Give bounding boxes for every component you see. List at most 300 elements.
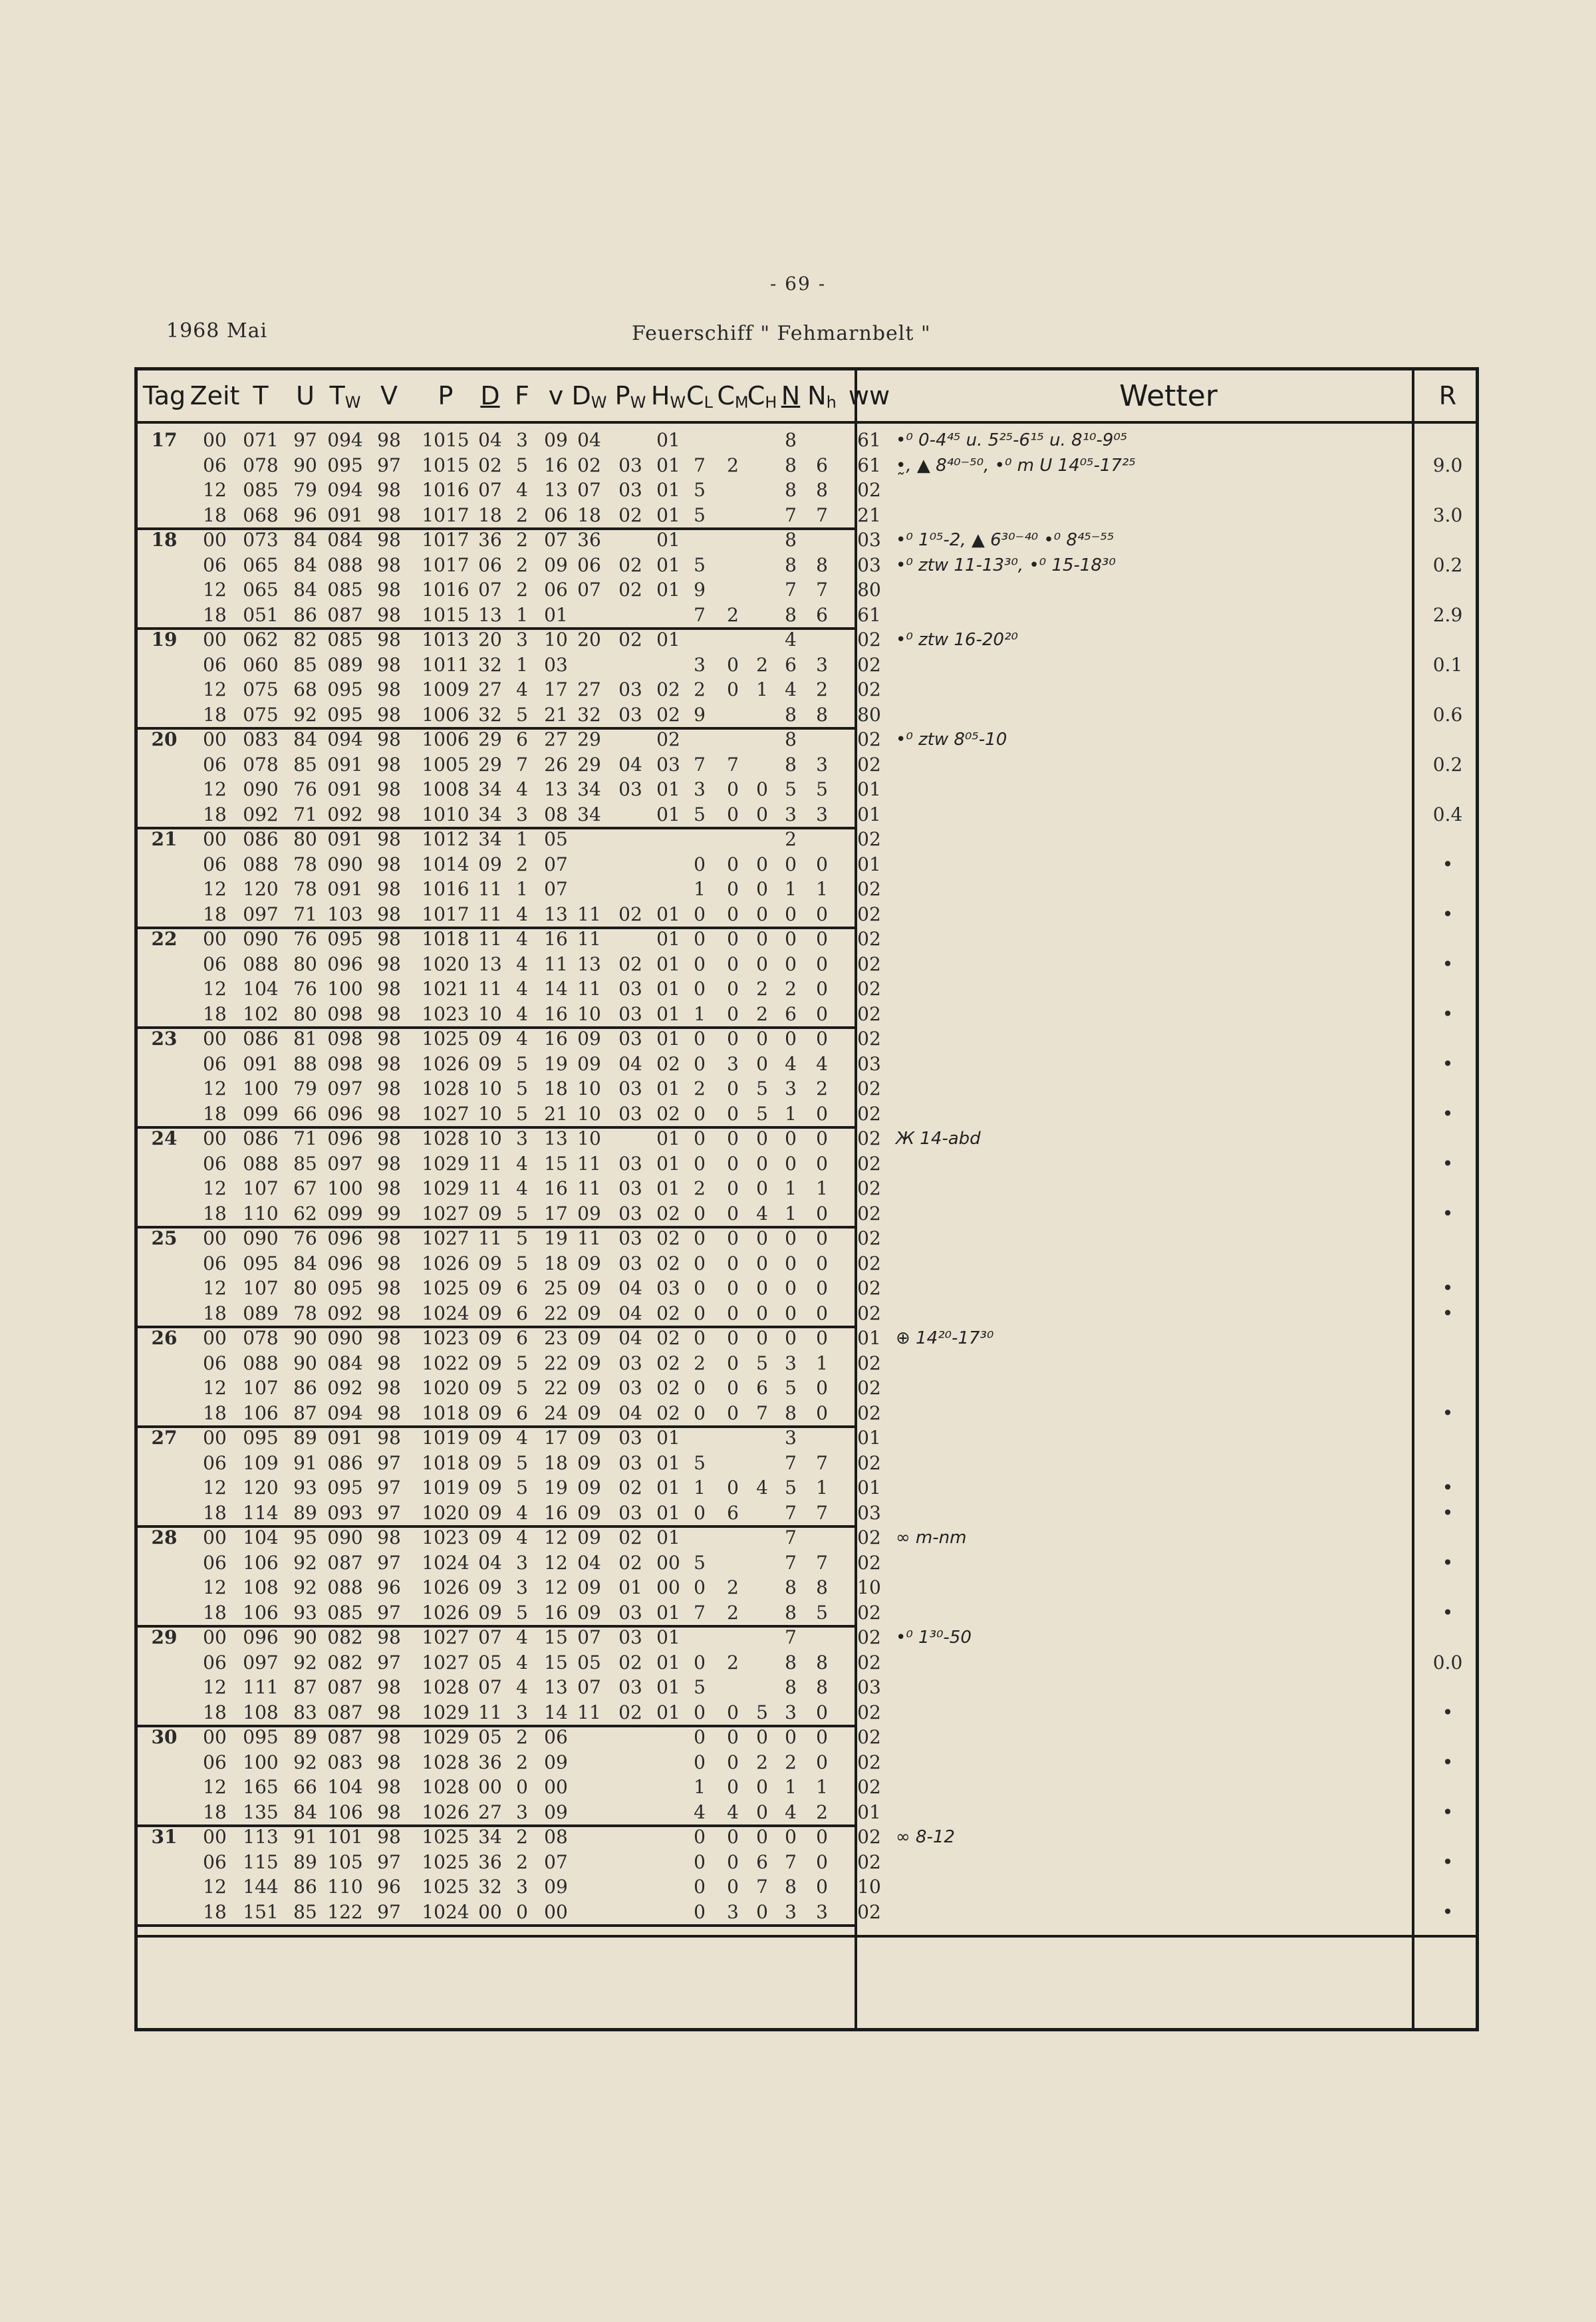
cell-f: 2 [516,504,528,526]
cell-p: 1017 [422,529,469,551]
cell-d: 00 [478,1776,502,1798]
cell-f: 0 [516,1776,528,1798]
cell-p: 1017 [422,903,469,925]
cell-v: 05 [544,828,568,850]
table-row [138,1301,982,1326]
cell-cl: 0 [694,853,706,875]
table-row [138,702,982,728]
cell-tw: 122 [327,1900,363,1923]
cell-v: 97 [377,1451,401,1474]
cell-n: 8 [785,1651,797,1673]
cell-zeit: 06 [203,853,227,875]
cell-v: 13 [544,1676,568,1698]
cell-nh: 1 [816,1352,828,1374]
day-cell: 28 [151,1526,178,1548]
cell-f: 3 [516,1701,528,1723]
cell-zeit: 12 [203,778,227,800]
cell-d: 05 [478,1651,502,1673]
cell-n: 8 [785,429,797,451]
cell-zeit: 12 [203,479,227,501]
cell-p: 1019 [422,1477,469,1499]
cell-cl: 7 [694,753,706,776]
cell-tw: 087 [327,603,363,626]
cell-nh: 5 [816,778,828,800]
cell-dw: 11 [577,903,601,925]
cell-f: 4 [516,778,528,800]
cell-cm: 0 [727,1327,739,1349]
cell-cl: 3 [694,653,706,676]
cell-v: 98 [377,553,401,576]
cell-zeit: 18 [203,1202,227,1225]
cell-nh: 2 [816,1801,828,1823]
cell-n: 7 [785,1501,797,1524]
cell-ww: 02 [857,1377,881,1399]
cell-n: 4 [785,678,797,700]
cell-pw: 01 [618,1576,642,1598]
cell-cl: 7 [694,603,706,626]
cell-p: 1017 [422,504,469,526]
cell-ch: 0 [756,1900,768,1923]
header-cl: C L [686,381,713,412]
table-row [138,527,982,553]
cell-hw: 01 [656,903,680,925]
cell-ww: 10 [857,1876,881,1898]
cell-p: 1029 [422,1177,469,1199]
cell-t: 051 [243,603,279,626]
cell-t: 095 [243,1726,279,1748]
cell-u: 92 [293,1551,317,1574]
cell-t: 060 [243,653,279,676]
cell-tw: 090 [327,853,363,875]
cell-v: 06 [544,579,568,601]
cell-u: 84 [293,728,317,750]
cell-nh: 1 [816,1776,828,1798]
cell-v: 98 [377,1102,401,1125]
weather-note: •⁰ 1⁰⁵-2, ▲ 6³⁰⁻⁴⁰ •⁰ 8⁴⁵⁻⁵⁵ [896,530,1115,550]
table-row [138,1251,982,1276]
cell-u: 80 [293,952,317,975]
weather-note: •⁰ 1³⁰-50 [896,1628,972,1648]
cell-zeit: 18 [203,1401,227,1424]
cell-cl: 0 [694,1302,706,1324]
cell-dw: 10 [577,1002,601,1025]
cell-t: 108 [243,1576,279,1598]
cell-tw: 106 [327,1801,363,1823]
cell-n: 3 [785,1900,797,1923]
table-row [138,927,982,952]
cell-tw: 095 [327,928,363,950]
cell-cl: 2 [694,1352,706,1374]
cell-hw: 01 [656,529,680,551]
cell-u: 76 [293,1227,317,1249]
cell-cm: 0 [727,1252,739,1274]
table-row [138,976,982,1002]
cell-hw: 02 [656,1102,680,1125]
day-cell: 29 [151,1626,178,1648]
cell-p: 1024 [422,1551,469,1574]
cell-f: 4 [516,678,528,700]
cell-n: 3 [785,1352,797,1374]
cell-v: 98 [377,1801,401,1823]
cell-d: 05 [478,1726,502,1748]
cell-v: 08 [544,803,568,825]
cell-f: 2 [516,1726,528,1748]
header-divider [138,421,1476,424]
table-row [138,1650,982,1675]
cell-nh: 0 [816,1401,828,1424]
cell-zeit: 18 [203,1002,227,1025]
cell-pw: 02 [618,1477,642,1499]
cell-p: 1028 [422,1676,469,1698]
cell-u: 85 [293,1900,317,1923]
cell-hw: 01 [656,629,680,651]
cell-ww: 03 [857,553,881,576]
cell-d: 07 [478,1676,502,1698]
cell-dw: 11 [577,1701,601,1723]
cell-d: 09 [478,1277,502,1299]
table-row [138,1800,982,1825]
cell-f: 4 [516,903,528,925]
cell-cl: 5 [694,1451,706,1474]
table-row [138,1451,982,1476]
cell-ch: 2 [756,1751,768,1773]
cell-f: 5 [516,703,528,726]
cell-n: 5 [785,1477,797,1499]
cell-ch: 0 [756,1801,768,1823]
cell-cm: 0 [727,1751,739,1773]
cell-tw: 097 [327,1078,363,1099]
cell-u: 90 [293,454,317,476]
cell-v: 07 [544,853,568,875]
cell-v: 12 [544,1526,568,1548]
cell-cm: 0 [727,1227,739,1249]
cell-cl: 1 [694,1776,706,1798]
cell-v: 03 [544,653,568,676]
cell-n: 1 [785,1202,797,1225]
cell-f: 5 [516,1227,528,1249]
cell-f: 2 [516,553,528,576]
cell-nh: 0 [816,1850,828,1873]
cell-cl: 2 [694,1078,706,1099]
cell-t: 091 [243,1052,279,1075]
cell-t: 144 [243,1876,279,1898]
cell-hw: 02 [656,1377,680,1399]
cell-tw: 090 [327,1526,363,1548]
cell-ww: 61 [857,429,881,451]
cell-pw: 02 [618,1651,642,1673]
cell-t: 095 [243,1427,279,1449]
cell-f: 7 [516,753,528,776]
cell-zeit: 18 [203,903,227,925]
cell-u: 87 [293,1401,317,1424]
header-tw: T W [329,381,361,412]
cell-pw: 02 [618,1701,642,1723]
cell-v: 97 [377,1477,401,1499]
precipitation-value: • [1442,1850,1454,1873]
cell-f: 6 [516,1277,528,1299]
cell-ww: 02 [857,1601,881,1624]
cell-hw: 01 [656,579,680,601]
day-cell: 25 [151,1227,178,1249]
table-row [138,1850,982,1875]
cell-d: 09 [478,1427,502,1449]
cell-v: 98 [377,1826,401,1848]
cell-n: 0 [785,1726,797,1748]
cell-cl: 1 [694,1477,706,1499]
cell-cm: 2 [727,603,739,626]
cell-cl: 4 [694,1801,706,1823]
cell-hw: 01 [656,1078,680,1099]
cell-dw: 10 [577,1127,601,1149]
table-row [138,1550,982,1576]
cell-ww: 02 [857,1626,881,1648]
cell-d: 36 [478,529,502,551]
cell-v: 14 [544,978,568,1000]
precipitation-value: 3.0 [1432,504,1463,526]
cell-ww: 10 [857,1576,881,1598]
cell-u: 92 [293,1651,317,1673]
cell-dw: 09 [577,1052,601,1075]
header-d: D [480,381,500,410]
table-row [138,1525,982,1550]
cell-nh: 0 [816,853,828,875]
precipitation-value: • [1442,1052,1454,1075]
cell-u: 90 [293,1352,317,1374]
table-row [138,777,982,802]
cell-ch: 2 [756,1002,768,1025]
table-row [138,752,982,778]
cell-hw: 01 [656,1526,680,1548]
cell-n: 8 [785,479,797,501]
precipitation-value: • [1442,1701,1454,1723]
cell-zeit: 00 [203,1127,227,1149]
cell-v: 97 [377,1900,401,1923]
cell-cm: 4 [727,1801,739,1823]
cell-n: 0 [785,1252,797,1274]
cell-ww: 02 [857,1551,881,1574]
cell-p: 1006 [422,728,469,750]
cell-tw: 097 [327,1152,363,1175]
cell-v: 97 [377,1501,401,1524]
cell-ww: 02 [857,1776,881,1798]
cell-v: 98 [377,1401,401,1424]
cell-t: 151 [243,1900,279,1923]
cell-v: 98 [377,1427,401,1449]
cell-v: 17 [544,678,568,700]
cell-ch: 0 [756,1227,768,1249]
cell-pw: 03 [618,1102,642,1125]
cell-hw: 01 [656,978,680,1000]
cell-n: 0 [785,1327,797,1349]
cell-v: 18 [544,1252,568,1274]
cell-zeit: 12 [203,1477,227,1499]
cell-t: 062 [243,629,279,651]
cell-tw: 098 [327,1028,363,1050]
cell-v: 21 [544,1102,568,1125]
cell-d: 11 [478,903,502,925]
cell-cm: 2 [727,1601,739,1624]
cell-cl: 0 [694,1576,706,1598]
cell-u: 90 [293,1327,317,1349]
cell-ww: 02 [857,1202,881,1225]
table-row [138,952,982,977]
cell-zeit: 06 [203,1052,227,1075]
cell-p: 1025 [422,1028,469,1050]
cell-tw: 094 [327,728,363,750]
cell-u: 90 [293,1626,317,1648]
cell-d: 11 [478,1227,502,1249]
cell-u: 81 [293,1028,317,1050]
cell-cl: 7 [694,1601,706,1624]
cell-hw: 01 [656,1701,680,1723]
precipitation-value: • [1442,1477,1454,1499]
cell-cl: 0 [694,1876,706,1898]
cell-v: 13 [544,479,568,501]
day-cell: 20 [151,728,178,750]
cell-ch: 0 [756,928,768,950]
cell-v: 15 [544,1152,568,1175]
cell-t: 107 [243,1277,279,1299]
table-row [138,428,982,453]
cell-ch: 0 [756,803,768,825]
cell-f: 5 [516,1352,528,1374]
cell-n: 8 [785,454,797,476]
cell-hw: 01 [656,1028,680,1050]
cell-zeit: 00 [203,1227,227,1249]
cell-zeit: 00 [203,928,227,950]
cell-v: 22 [544,1352,568,1374]
cell-tw: 083 [327,1751,363,1773]
cell-ww: 02 [857,1078,881,1099]
cell-d: 34 [478,828,502,850]
weather-note: •⁰ ztw 11-13³⁰, •⁰ 15-18³⁰ [896,555,1116,575]
cell-f: 2 [516,1751,528,1773]
cell-ch: 0 [756,1028,768,1050]
cell-v: 15 [544,1651,568,1673]
cell-pw: 02 [618,579,642,601]
cell-tw: 101 [327,1826,363,1848]
cell-p: 1015 [422,454,469,476]
cell-nh: 0 [816,978,828,1000]
cell-v: 24 [544,1401,568,1424]
cell-t: 104 [243,978,279,1000]
cell-p: 1029 [422,1701,469,1723]
cell-cl: 0 [694,1327,706,1349]
cell-cl: 9 [694,703,706,726]
cell-nh: 0 [816,1252,828,1274]
cell-nh: 7 [816,1501,828,1524]
cell-ww: 61 [857,454,881,476]
cell-n: 8 [785,728,797,750]
cell-v: 16 [544,454,568,476]
cell-t: 089 [243,1302,279,1324]
cell-cm: 3 [727,1900,739,1923]
cell-zeit: 18 [203,1102,227,1125]
header-p: P [438,381,454,410]
cell-cl: 2 [694,1177,706,1199]
cell-n: 0 [785,853,797,875]
weather-note: ∞ m-nm [896,1528,967,1548]
cell-v: 98 [377,978,401,1000]
precipitation-value: • [1442,1152,1454,1175]
cell-pw: 03 [618,1501,642,1524]
cell-ww: 02 [857,1252,881,1274]
cell-t: 115 [243,1850,279,1873]
cell-nh: 3 [816,1900,828,1923]
cell-zeit: 00 [203,1327,227,1349]
table-row [138,453,982,478]
cell-d: 07 [478,479,502,501]
cell-zeit: 00 [203,629,227,651]
cell-d: 06 [478,553,502,576]
cell-ww: 80 [857,579,881,601]
cell-tw: 087 [327,1726,363,1748]
cell-hw: 01 [656,1177,680,1199]
cell-u: 93 [293,1477,317,1499]
cell-d: 09 [478,1451,502,1474]
table-row [138,1401,982,1426]
cell-pw: 03 [618,1427,642,1449]
cell-f: 1 [516,603,528,626]
table-row [138,1600,982,1626]
cell-p: 1023 [422,1002,469,1025]
cell-cm: 0 [727,653,739,676]
cell-dw: 09 [577,1327,601,1349]
cell-p: 1026 [422,1052,469,1075]
cell-n: 4 [785,1052,797,1075]
table-row [138,478,982,503]
cell-v: 96 [377,1576,401,1598]
cell-v: 22 [544,1302,568,1324]
cell-f: 4 [516,1028,528,1050]
cell-v: 98 [377,1028,401,1050]
cell-pw: 03 [618,454,642,476]
cell-ch: 0 [756,1152,768,1175]
cell-v: 98 [377,878,401,900]
cell-zeit: 06 [203,952,227,975]
cell-p: 1028 [422,1751,469,1773]
table-row [138,1101,982,1127]
table-row [138,603,982,628]
cell-cm: 3 [727,1052,739,1075]
cell-d: 27 [478,1801,502,1823]
cell-t: 095 [243,1252,279,1274]
cell-ww: 61 [857,603,881,626]
cell-v: 17 [544,1202,568,1225]
day-cell: 26 [151,1327,178,1349]
cell-tw: 095 [327,678,363,700]
cell-pw: 03 [618,1078,642,1099]
cell-d: 09 [478,1327,502,1349]
cell-v: 98 [377,803,401,825]
cell-n: 7 [785,504,797,526]
cell-zeit: 12 [203,878,227,900]
cell-u: 71 [293,903,317,925]
cell-tw: 086 [327,1451,363,1474]
cell-dw: 32 [577,703,601,726]
cell-n: 8 [785,753,797,776]
cell-ww: 02 [857,1701,881,1723]
cell-v: 25 [544,1277,568,1299]
cell-ch: 4 [756,1477,768,1499]
cell-tw: 096 [327,952,363,975]
cell-t: 086 [243,1028,279,1050]
cell-f: 2 [516,579,528,601]
cell-dw: 36 [577,529,601,551]
cell-ch: 5 [756,1078,768,1099]
cell-v: 15 [544,1626,568,1648]
cell-zeit: 12 [203,678,227,700]
